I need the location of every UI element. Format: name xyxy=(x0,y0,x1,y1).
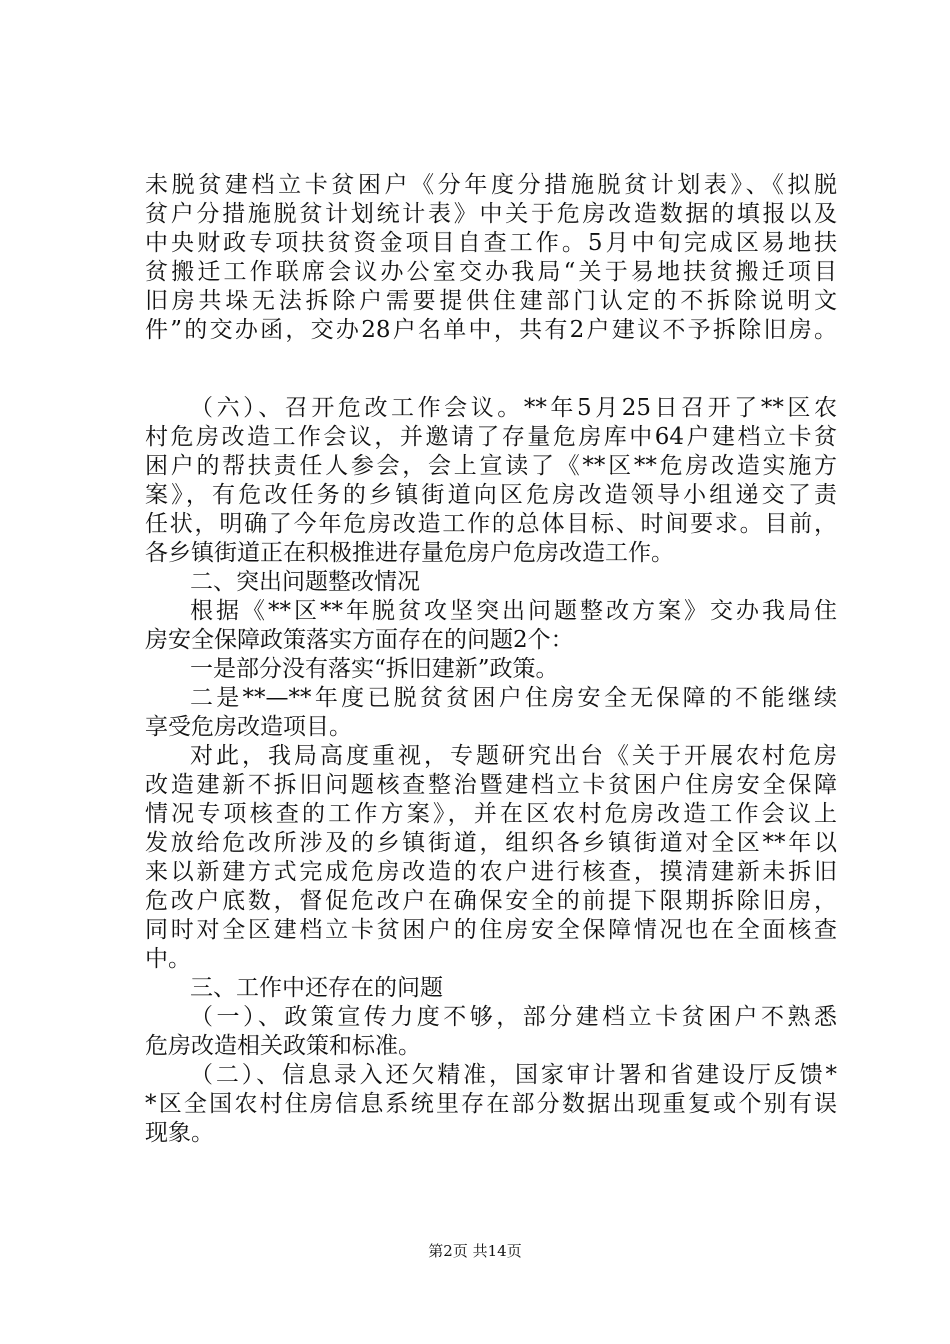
text-line: 危房改造相关政策和标准。 xyxy=(145,1033,421,1059)
paragraph xyxy=(145,597,837,655)
text-line: 二是**—**年度已脱贫贫困户住房安全无保障的不能继续 xyxy=(190,685,837,711)
paragraph xyxy=(145,974,837,1003)
text-line: 村危房改造工作会议，并邀请了存量危房库中64户建档立卡贫 xyxy=(145,424,837,450)
text-line: 对此，我局高度重视，专题研究出台《关于开展农村危房 xyxy=(190,743,837,769)
text-line: （六）、召开危改工作会议。**年5月25日召开了**区农 xyxy=(190,395,837,421)
text-line: 中。 xyxy=(145,946,191,972)
text-line: 改造建新不拆旧问题核查整治暨建档立卡贫困户住房安全保障 xyxy=(145,772,837,798)
text-line: 同时对全区建档立卡贫困户的住房安全保障情况也在全面核查 xyxy=(145,917,837,943)
text-line: 来以新建方式完成危房改造的农户进行核查，摸清建新未拆旧 xyxy=(145,859,837,885)
text-line: （二）、信息录入还欠精准，国家审计署和省建设厅反馈* xyxy=(190,1062,837,1088)
paragraph xyxy=(145,171,837,345)
text-line: 根据《**区**年脱贫攻坚突出问题整改方案》交办我局住 xyxy=(190,598,837,624)
text-line: 案》，有危改任务的乡镇街道向区危房改造领导小组递交了责 xyxy=(145,482,837,508)
text-line: 贫户分措施脱贫计划统计表》中关于危房改造数据的填报以及 xyxy=(145,201,837,227)
text-line: 各乡镇街道正在积极推进存量危房户危房改造工作。 xyxy=(145,540,674,566)
text-line: 情况专项核查的工作方案》，并在区农村危房改造工作会议上 xyxy=(145,801,837,827)
text-line: 未脱贫建档立卡贫困户《分年度分措施脱贫计划表》、《拟脱 xyxy=(145,172,837,198)
paragraph xyxy=(145,1061,837,1148)
paragraph xyxy=(145,684,837,742)
text-line: 发放给危改所涉及的乡镇街道，组织各乡镇街道对全区**年以 xyxy=(145,830,837,856)
text-line: 三、工作中还存在的问题 xyxy=(190,975,443,1001)
text-line: 件”的交办函，交办28户名单中，共有2户建议不予拆除旧房。 xyxy=(145,317,837,343)
paragraph xyxy=(145,1003,837,1061)
text-line: 一是部分没有落实“拆旧建新”政策。 xyxy=(190,656,559,682)
text-line: 享受危房改造项目。 xyxy=(145,714,352,740)
text-line: 危改户底数，督促危改户在确保安全的前提下限期拆除旧房， xyxy=(145,888,837,914)
text-line: （一）、政策宣传力度不够，部分建档立卡贫困户不熟悉 xyxy=(190,1004,837,1030)
text-line: 任状，明确了今年危房改造工作的总体目标、时间要求。目前， xyxy=(145,511,837,537)
text-line: 困户的帮扶责任人参会，会上宣读了《**区**危房改造实施方 xyxy=(145,453,837,479)
paragraph xyxy=(145,568,837,597)
text-line: 中央财政专项扶贫资金项目自查工作。5月中旬完成区易地扶 xyxy=(145,230,837,256)
text-line: 贫搬迁工作联席会议办公室交办我局“关于易地扶贫搬迁项目 xyxy=(145,259,837,285)
document-body xyxy=(145,171,837,1148)
text-line: 二、突出问题整改情况 xyxy=(190,569,420,595)
text-line: 旧房共垛无法拆除户需要提供住建部门认定的不拆除说明文 xyxy=(145,288,837,314)
text-line: 现象。 xyxy=(145,1120,214,1146)
text-line: 房安全保障政策落实方面存在的问题2个： xyxy=(145,627,574,653)
paragraph xyxy=(145,742,837,974)
paragraph xyxy=(145,394,837,568)
page-footer: 第2页 共14页 xyxy=(428,1242,522,1260)
paragraph xyxy=(145,655,837,684)
text-line: *区全国农村住房信息系统里存在部分数据出现重复或个别有误 xyxy=(145,1091,837,1117)
